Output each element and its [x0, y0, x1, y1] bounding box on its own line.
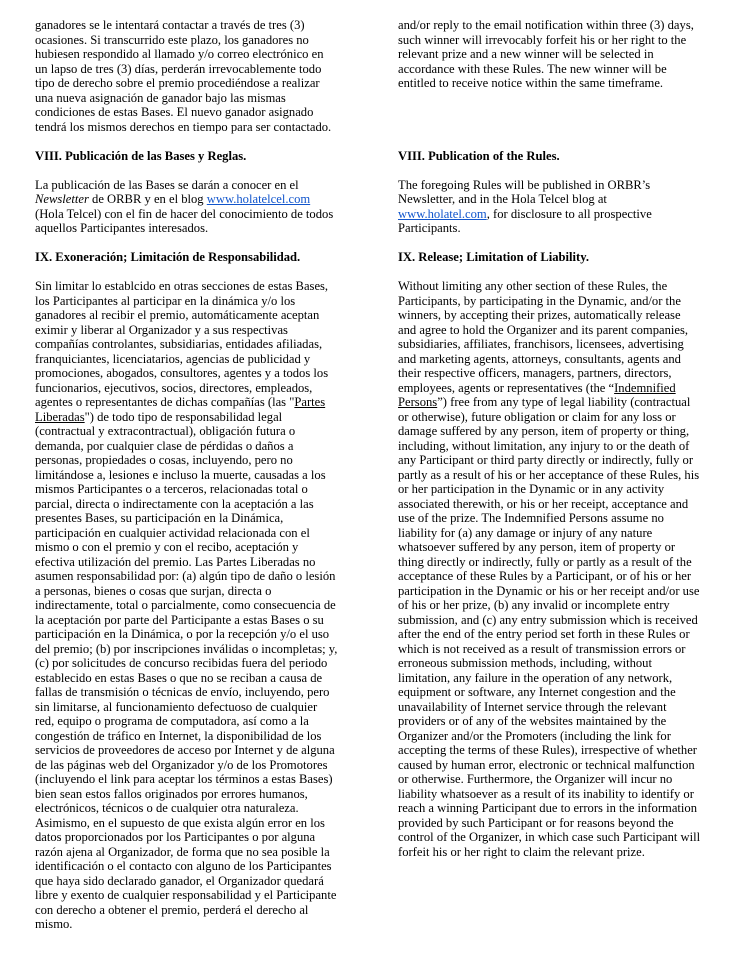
text-line: after the end of the entry period set forth in these Rules or	[398, 627, 690, 641]
text-line: participación en cualquier actividad relacionada con el	[35, 525, 310, 540]
text-line: or otherwise. Furthermore, the Organizer will incur no	[398, 772, 673, 786]
text-line: del premio; (b) por inscripciones inválidas o incompletas; y,	[35, 641, 338, 656]
text-line: damage suffered by any person, item of property or thing,	[398, 424, 690, 438]
text-line: and/or reply to the email notification within three (3) days,	[398, 18, 694, 32]
text-line: personas, propiedades o cosas, incluyendo, pero no	[35, 453, 293, 467]
text-line: un lapso de tres (3) días, perderán irrevocablemente todo	[35, 61, 322, 76]
text-fragment: , for disclosure to all prospective	[486, 206, 652, 221]
text-line: Organizer and/or the Promoters (including the link for	[398, 728, 671, 743]
text-line: asumen responsabilidad por: (a) algún tipo de daño o lesión	[35, 569, 336, 583]
text-line: their respective officers, managers, partners, directors,	[398, 366, 672, 380]
text-line: Newsletter, and in the Hola Telcel blog at	[398, 192, 607, 206]
text-line: any Participant or third party directly or indirectly, fully or	[398, 453, 694, 467]
text-line: of his or her prize, (b) any invalid or incomplete entry	[398, 598, 670, 612]
text-line: (Hola Telcel) con el fin de hacer del conocimiento de todos	[35, 206, 334, 221]
text-line: presentes Bases, su participación en la Dinámica,	[35, 511, 284, 525]
text-line: una nueva asignación de ganador bajo las mismas	[35, 90, 286, 105]
text-line: con derecho a obtener el premio, perderá el derecho al	[35, 902, 309, 917]
defined-term: Liberadas	[35, 409, 85, 424]
text-line: condiciones de estas Bases. El nuevo ganador asignado	[35, 105, 314, 119]
section-8-paragraph-es	[35, 178, 347, 236]
intro-paragraph-en	[398, 18, 720, 91]
text-line: participation in the Dynamic or his or her receipt and/or use	[398, 583, 700, 598]
text-line: limitándose a, lesiones e incluso la muerte, causadas a los	[35, 467, 326, 482]
text-line: la aceptación por parte del Participante a estas Bases o su	[35, 612, 324, 627]
text-line: indirectamente, total o parcialmente, como consecuencia de	[35, 598, 336, 612]
text-line: tipo de derecho sobre el premio procediéndose a realizar	[35, 76, 320, 90]
english-column	[398, 18, 720, 859]
text-line: (contractual y extracontractual), obligación futura o	[35, 424, 296, 438]
text-fragment: ”) free from any type of legal liability (contractual	[437, 395, 691, 409]
text-line	[398, 381, 720, 396]
text-line: submission, and (c) any entry submission which is received	[398, 612, 698, 627]
text-line: and agree to hold the Organizer and its parent companies,	[398, 322, 689, 337]
text-line: a personas, bienes o cosas que surjan, directa o	[35, 583, 272, 598]
text-line: Sin limitar lo establcido en otras secciones de estas Bases,	[35, 279, 329, 293]
text-line: relevant prize and a new winner will be selected in	[398, 47, 654, 61]
text-line: bien sean estos fallos originados por errores humanos,	[35, 786, 308, 801]
text-line: los Participantes al participar en la dinámica y/o los	[35, 293, 296, 308]
text-line: whatsoever suffered by any person, item of property or	[398, 540, 676, 554]
text-fragment: de ORBR y en el blog	[88, 192, 207, 206]
text-line: hubiesen respondido al llamado y/o correo electrónico en	[35, 47, 324, 61]
text-line: sin limitarse, al funcionamiento defectuoso de cualquier	[35, 699, 318, 714]
text-line: use of the prize. The Indemnified Persons assume no	[398, 511, 664, 525]
text-line: mismo o con el premio y con el recibo, aceptación y	[35, 540, 299, 554]
text-line: winners, by accepting their prizes, automatically release	[398, 308, 681, 322]
text-line: establecido en estas Bases o que no se reciban a causa de	[35, 670, 323, 685]
text-line: Asimismo, en el supuesto de que exista algún error en los	[35, 815, 325, 830]
section-8-heading-en: VIII. Publication of the Rules.	[398, 148, 560, 163]
spanish-column	[35, 18, 347, 932]
text-line: red, equipo o programa de computadora, así como a la	[35, 714, 309, 728]
text-line: The foregoing Rules will be published in ORBR’s	[398, 177, 651, 192]
section-9-heading-es: IX. Exoneración; Limitación de Responsabilidad.	[35, 250, 301, 264]
newsletter-italic: Newsletter	[35, 192, 89, 206]
text-line: (incluyendo el link para aceptar los términos a estas Bases)	[35, 772, 333, 786]
text-line: providers or of any of the websites maintained by the	[398, 714, 667, 728]
section-8-paragraph-en	[398, 178, 720, 236]
section-8-heading-es: VIII. Publicación de las Bases y Reglas.	[35, 148, 247, 163]
text-line: libre y exento de cualquier responsabilidad y el Participante	[35, 888, 337, 902]
text-line: compañías controlantes, subsidiarias, entidades afiliadas,	[35, 337, 323, 351]
text-line: servicios de proveedores de acceso por Internet y de alguna	[35, 743, 335, 757]
text-line: electrónicos, técnicos o de cualquier otra naturaleza.	[35, 801, 299, 815]
text-line: mismos Participantes o a terceros, relacionadas total o	[35, 482, 308, 496]
defined-term: Partes	[294, 395, 326, 409]
text-line: provided by such Participant or for reasons beyond the	[398, 815, 674, 830]
text-line: limitation, any failure in the operation of any network,	[398, 670, 673, 685]
text-line: such winner will irrevocably forfeit his or her right to the	[398, 32, 687, 47]
text-line: identificación o el contacto con alguno de los Participantes	[35, 859, 332, 873]
text-line: datos proporcionados por los Participantes o por alguna	[35, 830, 316, 844]
text-line	[398, 207, 720, 222]
text-line: fallas de transmisión o técnicas de envío, incluyendo, pero	[35, 685, 330, 699]
section-9-heading-en: IX. Release; Limitation of Liability.	[398, 250, 589, 264]
text-line: demanda, por cualquier clase de pérdidas o daños a	[35, 438, 294, 453]
text-line: reach a winning Participant due to errors in the information	[398, 801, 698, 815]
intro-paragraph-es	[35, 18, 347, 134]
text-line: accepting the terms of these Rules), irrespective of whether	[398, 743, 697, 757]
text-line: erroneous submission methods, including, without	[398, 656, 652, 670]
text-line: forfeit his or her right to claim the relevant prize.	[398, 844, 645, 859]
text-line: eximir y liberar al Organizador y a sus respectivas	[35, 322, 288, 337]
section-9-paragraph-es	[35, 279, 347, 932]
text-line: Without limiting any other section of these Rules, the	[398, 279, 668, 293]
holatel-link[interactable]: www.holatel.com	[398, 206, 487, 221]
text-line: control of the Organizer, in which case such Participant will	[398, 830, 701, 844]
text-line: unavailability of Internet service through the relevant	[398, 699, 667, 714]
text-line: acceptance of these Rules by a Participant, or of his or her	[398, 569, 692, 583]
text-line: efectiva utilización del premio. Las Partes Liberadas no	[35, 554, 316, 569]
holatelcel-link[interactable]: www.holatelcel.com	[206, 192, 311, 206]
text-line: accordance with these Rules. The new winner will be	[398, 61, 667, 76]
text-line: or otherwise), future obligation or claim for any loss or	[398, 409, 676, 424]
text-line: de las páginas web del Organizador y/o de los Promotores	[35, 757, 328, 772]
text-line: ocasiones. Si transcurrido este plazo, los ganadores no	[35, 32, 309, 47]
text-line: aquellos Participantes interesados.	[35, 221, 209, 235]
text-line	[35, 192, 347, 207]
text-line: (c) por solicitudes de concurso recibidas fuera del periodo	[35, 656, 328, 670]
text-line: partly as a result of his or her acceptance of these Rules, his	[398, 467, 700, 482]
text-line: congestión de tráfico en Internet, la disponibilidad de los	[35, 728, 322, 743]
text-line: La publicación de las Bases se darán a conocer en el	[35, 177, 299, 192]
text-fragment: ") de todo tipo de responsabilidad legal	[84, 409, 283, 424]
text-fragment: agentes o representantes de dichas compañías (las "	[35, 395, 295, 409]
text-line: razón ajena al Organizador, de forma que no sea posible la	[35, 844, 330, 859]
text-line: associated therewith, or his or her receipt, acceptance and	[398, 496, 689, 511]
text-line: or her participation in the Dynamic or in any activity	[398, 482, 665, 496]
text-line: mismo.	[35, 917, 73, 931]
defined-term: Persons	[398, 395, 438, 409]
text-line: equipment or software, any Internet congestion and the	[398, 685, 676, 699]
text-line: caused by human error, electronic or technical malfunction	[398, 757, 695, 772]
text-line: parcial, directa o indirectamente con la aceptación a las	[35, 496, 314, 511]
text-line: including, without limitation, any injury to or the death of	[398, 438, 690, 453]
text-line: ganadores al recibir el premio, automáticamente aceptan	[35, 308, 320, 322]
text-line: ganadores se le intentará contactar a través de tres (3)	[35, 18, 305, 32]
defined-term: Indemnified	[614, 380, 676, 395]
text-line: funcionarios, ejecutivos, socios, directores, empleados,	[35, 380, 313, 395]
text-line: subsidiaries, affiliates, franchisors, licensees, advertising	[398, 337, 684, 351]
text-fragment: employees, agents or representatives (the “	[398, 380, 615, 395]
text-line: liability whatsoever as a result of its inability to identify or	[398, 786, 694, 801]
text-line: entitled to receive notice within the same timeframe.	[398, 76, 664, 90]
text-line: and marketing agents, attorneys, consultants, agents and	[398, 351, 681, 366]
text-line: que haya sido declarado ganador, el Organizador quedará	[35, 873, 324, 888]
text-line: thing directly or indirectly, fully or partly as a result of the	[398, 554, 692, 569]
text-line: tendrá los mismos derechos en tiempo para ser contactado.	[35, 119, 332, 134]
text-line	[35, 395, 347, 410]
text-line: franquiciantes, licenciatarios, agencias de publicidad y	[35, 351, 311, 366]
text-line	[35, 410, 347, 425]
section-9-paragraph-en	[398, 279, 720, 859]
text-line: which is not received as a result of transmission errors or	[398, 641, 686, 656]
text-line	[398, 395, 720, 410]
text-line: Participants.	[398, 221, 461, 235]
text-line: participación en la Dinámica, o por la recepción y/o el uso	[35, 627, 330, 641]
text-line: Participants, by participating in the Dynamic, and/or the	[398, 293, 681, 308]
text-line: promociones, abogados, consultores, agentes y a todos los	[35, 366, 329, 380]
text-line: liability for (a) any damage or injury of any nature	[398, 525, 653, 540]
